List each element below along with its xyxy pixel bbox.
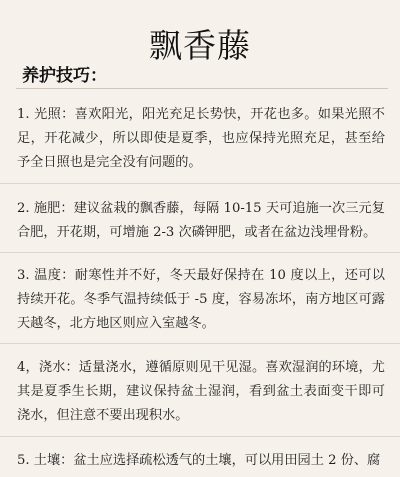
paragraph-temperature: 3. 温度：耐寒性并不好，冬天最好保持在 10 度以上，还可以持续开花。冬季气温持续低于 -5 度，容易冻坏，南方地区可露天越冬，北方地区则应入室越冬。 xyxy=(17,268,385,331)
paragraph-soil: 5. 土壤：盆土应选择疏松透气的土壤，可以用田园土 2 份、腐 xyxy=(17,453,381,468)
divider xyxy=(0,436,400,437)
paragraph-fertilizing: 2. 施肥：建议盆栽的飘香藤，每隔 10-15 天可追施一次三元复合肥，开花期，可增施 2-3 次磷钾肥，或者在盆边浅埋骨粉。 xyxy=(17,201,385,240)
heading-underline xyxy=(16,88,388,89)
paragraph-lighting: 1. 光照：喜欢阳光，阳光充足长势快，开花也多。如果光照不足，开花减少，所以即使是夏季，也应保持光照充足，甚至给予全日照也是完全没有问题的。 xyxy=(17,107,385,170)
page-title: 飘香藤 xyxy=(149,26,251,65)
divider xyxy=(0,343,400,344)
paragraph-watering: 4，浇水：适量浇水，遵循原则见干见湿。喜欢湿润的环境，尤其是夏季生长期，建议保持盆土湿润，看到盆土表面变干即可浇水，但注意不要出现积水。 xyxy=(17,360,385,423)
section-heading: 养护技巧： xyxy=(22,66,107,86)
divider xyxy=(0,183,400,184)
divider xyxy=(0,252,400,253)
